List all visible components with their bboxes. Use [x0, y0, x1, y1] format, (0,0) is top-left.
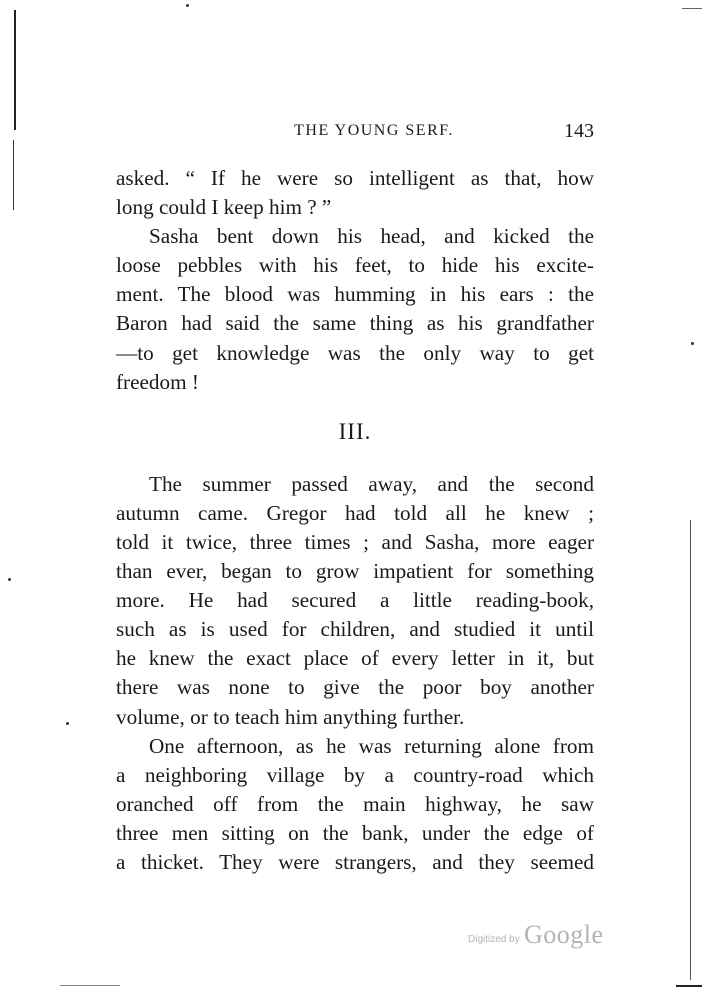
running-title: THE YOUNG SERF. — [294, 122, 454, 139]
text-line: he knew the exact place of every letter in it, but — [116, 646, 594, 671]
text-line: asked. “ If he were so intelligent as that, how — [116, 166, 594, 190]
paragraph — [116, 164, 594, 222]
scan-speck — [66, 722, 69, 725]
text-line: One afternoon, as he was returning alone from — [149, 733, 594, 758]
body-text — [116, 164, 594, 877]
text-line: long could I keep him ? ” — [116, 195, 332, 220]
text-line: The summer passed away, and the second — [149, 471, 594, 496]
scan-speck — [8, 578, 11, 581]
text-line: a thicket. They were strangers, and they seemed — [116, 849, 594, 874]
page-edge-mark — [14, 10, 16, 130]
text-line: oranched off from the main highway, he saw — [116, 791, 594, 816]
text-line: told it twice, three times ; and Sasha, more eager — [116, 529, 594, 554]
section-heading: III. — [338, 418, 372, 444]
digitized-watermark — [468, 920, 618, 954]
text-line: loose pebbles with his feet, to hide his excite- — [116, 253, 594, 278]
text-line: three men sitting on the bank, under the edge of — [116, 820, 594, 845]
watermark-logo-text: Google — [524, 920, 604, 949]
text-line: such as is used for children, and studied it until — [116, 617, 594, 642]
paragraph — [116, 470, 594, 732]
paragraph — [116, 732, 594, 877]
page-edge-mark — [676, 985, 702, 987]
text-line: volume, or to teach him anything further. — [116, 704, 465, 729]
text-line: —to get knowledge was the only way to get — [116, 340, 594, 365]
page-number: 143 — [564, 120, 594, 142]
text-line: Baron had said the same thing as his grandfather — [116, 311, 594, 336]
text-line: more. He had secured a little reading-book, — [116, 588, 594, 613]
text-line: ment. The blood was humming in his ears : the — [116, 282, 594, 307]
page-edge-mark — [682, 8, 702, 9]
text-line: freedom ! — [116, 369, 199, 394]
text-line: autumn came. Gregor had told all he knew ; — [116, 500, 594, 525]
text-line: Sasha bent down his head, and kicked the — [149, 224, 594, 249]
paragraph — [116, 222, 594, 397]
scan-speck — [691, 342, 694, 345]
text-line: there was none to give the poor boy another — [116, 675, 594, 700]
scan-speck — [186, 4, 189, 7]
text-line: a neighboring village by a country-road which — [116, 762, 594, 787]
page-edge-mark — [690, 520, 691, 980]
page-edge-mark — [60, 985, 120, 986]
watermark-small-text: Digitized by — [468, 934, 520, 945]
page-header — [116, 122, 594, 152]
page-edge-mark — [13, 140, 14, 210]
text-line: than ever, began to grow impatient for something — [116, 559, 594, 584]
